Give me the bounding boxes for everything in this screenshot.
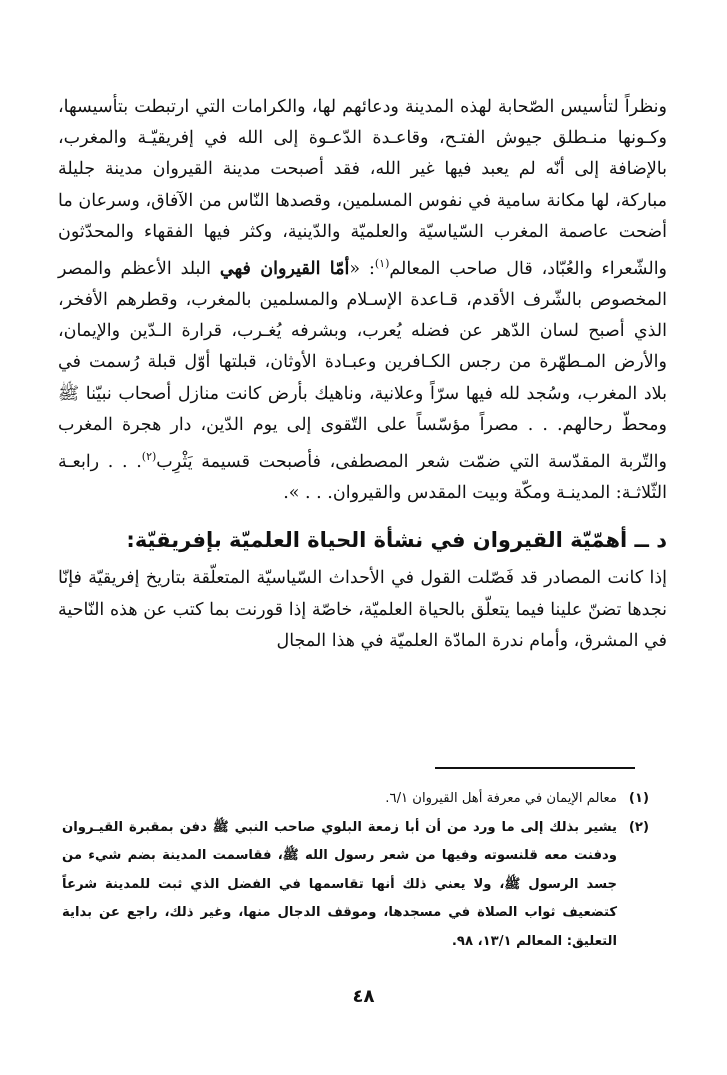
- main-text: [58, 92, 667, 657]
- footnote-ref-2: (٢): [141, 450, 157, 464]
- footnote-text: معالم الإيمان في معرفة أهل القيروان ٦/١.: [385, 791, 617, 806]
- footnotes: [62, 785, 649, 957]
- paragraph-text: : «: [349, 258, 375, 279]
- paragraph-scientific-life: إذا كانت المصادر قد فَصّلت القول في الأحداث السّياسيّة المتعلّقة بتاريخ إفريقيّة فإنّا نجدها تضنّ علينا فيما يتعلّق بالحياة العلميّة، خاصّة إذا قورنت بما كتب عن هذه النّاحية في المشرق، وأمام ندرة المادّة العلميّة في هذا المجال: [58, 568, 667, 651]
- page-number: ٤٨: [352, 986, 375, 1007]
- section-heading: د ــ أهمّيّة القيروان في نشأة الحياة العلميّة بإفريقيّة:: [126, 528, 667, 553]
- paragraph-text: البلد الأعظم والمصر المخصوص بالشّرف الأقدم، قـاعدة الإسـلام والمسلمين بالمغرب، وقطرهم الأفخر، الذي أصبح لسان الدّهر عن فضله يُعرب، وبشرفه يُغـرب، قرارة الـدّين والإيمان، والأرض المـطهّرة من رجس الكـافرين وعبـادة الأوثان، قبلتها أوّل قبلة رُسمت في بلاد المغرب، وسُجد لله فيها سرّاً وعلانية، وناهيك بأرض كانت منازل أصحاب نبيّنا ﷺ ومحطّ رحالهم. . . مصراً مؤسّساً على التّقوى إلى يوم الدّين، دار هجرة المغرب والتّربة المقدّسة التي ضمّت شعر المصطفى، فأصبحت قسيمة يَثْرِب: [58, 258, 667, 472]
- footnote-1: [62, 785, 649, 814]
- footnote-2: [62, 814, 649, 957]
- paragraph-qayrawan-status: [58, 92, 667, 509]
- footnote-ref-1: (١): [374, 257, 390, 271]
- paragraph-text: ونظراً لتأسيس الصّحابة لهذه المدينة ودعائهم لها، والكرامات التي ارتبطت بتأسيسها، وكـونها منـطلق جيوش الفتـح، وقاعـدة الدّعـوة إلى الله في إفريقيّـة والمغرب، بالإضافة إلى أنّه لم يعبد فيها غير الله، فقد أصبحت مدينة القيروان مدينة جليلة مباركة، لها مكانة سامية في نفوس المسلمين، وقصدها النّاس من الآفاق، وسرعان ما أضحت عاصمة المغرب السّياسيّة والعلميّة والدّينية، وكثر فيها الفقهاء والمحدّثون والشّعراء والعُبّاد، قال صاحب المعالم: [58, 97, 668, 279]
- footnote-number: (٢): [628, 819, 649, 835]
- footnote-separator: [435, 767, 635, 769]
- paragraph-text: . . . رابعـة الثّلاثـة: المدينـة ومكّة وبيت المقدس والقيروان. . . ».: [58, 451, 667, 504]
- footnote-text: يشير بذلك إلى ما ورد من أن أبا زمعة البلوي صاحب النبي ﷺ دفن بمقبرة القيـروان ودفنت معه قلنسوته وفيها من شعر رسول الله ﷺ، فقاسمت المدينة بضم شيء من جسد الرسول ﷺ، ولا يعني ذلك أنها تقاسمها في الفضل الذي ثبت للمدينة شرعاً كتضعيف ثواب الصلاة في مسجدها، وموقف الدجال منها، وغير ذلك، راجع عن بداية التعليق: المعالم ١٣/١، ٩٨.: [62, 819, 617, 949]
- footnote-number: (١): [628, 791, 649, 806]
- quote-bold-text: أمّا القيروان فهي: [219, 258, 350, 279]
